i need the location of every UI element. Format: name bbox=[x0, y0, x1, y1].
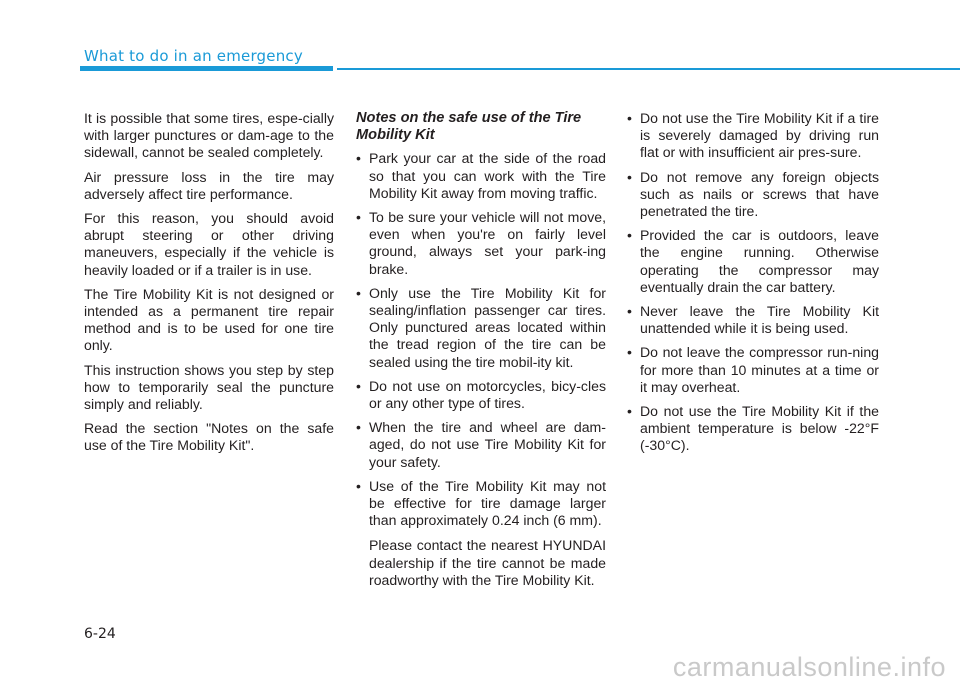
list-item bbox=[627, 169, 879, 221]
bullet-icon: • bbox=[356, 284, 361, 301]
list-item bbox=[627, 303, 879, 337]
list-item-text: Park your car at the side of the road so that you can work with the Tire Mobility Kit away from moving traffic. bbox=[369, 150, 606, 201]
list-item bbox=[627, 403, 879, 455]
list-item bbox=[356, 419, 606, 471]
bullet-icon: • bbox=[356, 477, 361, 494]
watermark: carmanualsonline.info bbox=[672, 652, 946, 682]
list-item bbox=[627, 227, 879, 296]
list-item-text: Do not remove any foreign objects such as nails or screws that have penetrated the tire. bbox=[640, 168, 879, 220]
bullet-icon: • bbox=[627, 303, 632, 320]
list-item-text: Do not use the Tire Mobility Kit if a tire is severely damaged by driving run flat or with insufficient air pres-sure. bbox=[640, 110, 879, 161]
paragraph: This instruction shows you step by step how to temporarily seal the puncture simply and reliably. bbox=[84, 361, 334, 413]
list-item-text: Do not leave the compressor run-ning for more than 10 minutes at a time or it may overheat. bbox=[640, 344, 879, 395]
list-item-text: Never leave the Tire Mobility Kit unattended while it is being used. bbox=[640, 303, 879, 337]
bullet-icon: • bbox=[627, 110, 632, 126]
list-item bbox=[356, 478, 606, 589]
subsection-heading: Notes on the safe use of the Tire Mobility Kit bbox=[356, 110, 582, 144]
bullet-icon: • bbox=[627, 403, 632, 420]
dealership-note: Please contact the nearest HYUNDAI dealership if the tire cannot be made roadworthy with the Tire Mobility Kit. bbox=[369, 537, 606, 588]
list-item bbox=[356, 285, 606, 371]
bullet-icon: • bbox=[356, 419, 361, 436]
bullet-icon: • bbox=[356, 377, 361, 394]
list-item-text: Do not use the Tire Mobility Kit if the ambient temperature is below -22°F (-30°C). bbox=[640, 403, 879, 454]
list-item bbox=[627, 344, 879, 396]
list-item bbox=[356, 209, 606, 278]
list-item-text: Use of the Tire Mobility Kit may not be effective for tire damage larger than approximately 0.24 inch (6 mm). bbox=[369, 477, 606, 529]
bullet-icon: • bbox=[627, 227, 632, 244]
list-item bbox=[356, 150, 606, 202]
list-item bbox=[627, 110, 879, 162]
paragraph: The Tire Mobility Kit is not designed or intended as a permanent tire repair method and is to be used for one tire only. bbox=[84, 285, 334, 354]
list-item-text: To be sure your vehicle will not move, even when you're on fairly level ground, always set your park-ing brake. bbox=[369, 209, 606, 277]
header-rule-thin bbox=[337, 68, 960, 70]
column-2 bbox=[356, 110, 606, 596]
paragraph: Read the section "Notes on the safe use of the Tire Mobility Kit". bbox=[84, 420, 334, 454]
bullet-icon: • bbox=[356, 209, 361, 226]
column-1 bbox=[84, 110, 334, 462]
bullet-icon: • bbox=[627, 168, 632, 185]
list-item bbox=[356, 378, 606, 412]
paragraph: It is possible that some tires, espe-cially with larger punctures or dam-age to the sidewall, cannot be sealed completely. bbox=[84, 110, 334, 161]
column-3 bbox=[627, 110, 879, 462]
safety-notes-list bbox=[356, 150, 606, 589]
list-item-text: When the tire and wheel are dam-aged, do not use Tire Mobility Kit for your safety. bbox=[369, 419, 606, 470]
list-item-text: Do not use on motorcycles, bicy-cles or any other type of tires. bbox=[369, 377, 606, 412]
bullet-icon: • bbox=[356, 150, 361, 167]
header-rule-thick bbox=[80, 66, 333, 71]
bullet-icon: • bbox=[627, 344, 632, 361]
list-item-text: Provided the car is outdoors, leave the engine running. Otherwise operating the compressor may eventually drain the car battery. bbox=[640, 227, 879, 295]
paragraph: For this reason, you should avoid abrupt steering or other driving maneuvers, especially if the vehicle is heavily loaded or if a trailer is in use. bbox=[84, 210, 334, 278]
section-title: What to do in an emergency bbox=[84, 47, 303, 65]
paragraph: Air pressure loss in the tire may adversely affect tire performance. bbox=[84, 168, 334, 202]
safety-notes-list-continued bbox=[627, 110, 879, 455]
list-item-text: Only use the Tire Mobility Kit for sealing/inflation passenger car tires. Only punctured areas located within the tread region of the tire can be sealed using the tire mobil-ity kit. bbox=[369, 284, 606, 370]
page-number: 6-24 bbox=[84, 626, 116, 642]
